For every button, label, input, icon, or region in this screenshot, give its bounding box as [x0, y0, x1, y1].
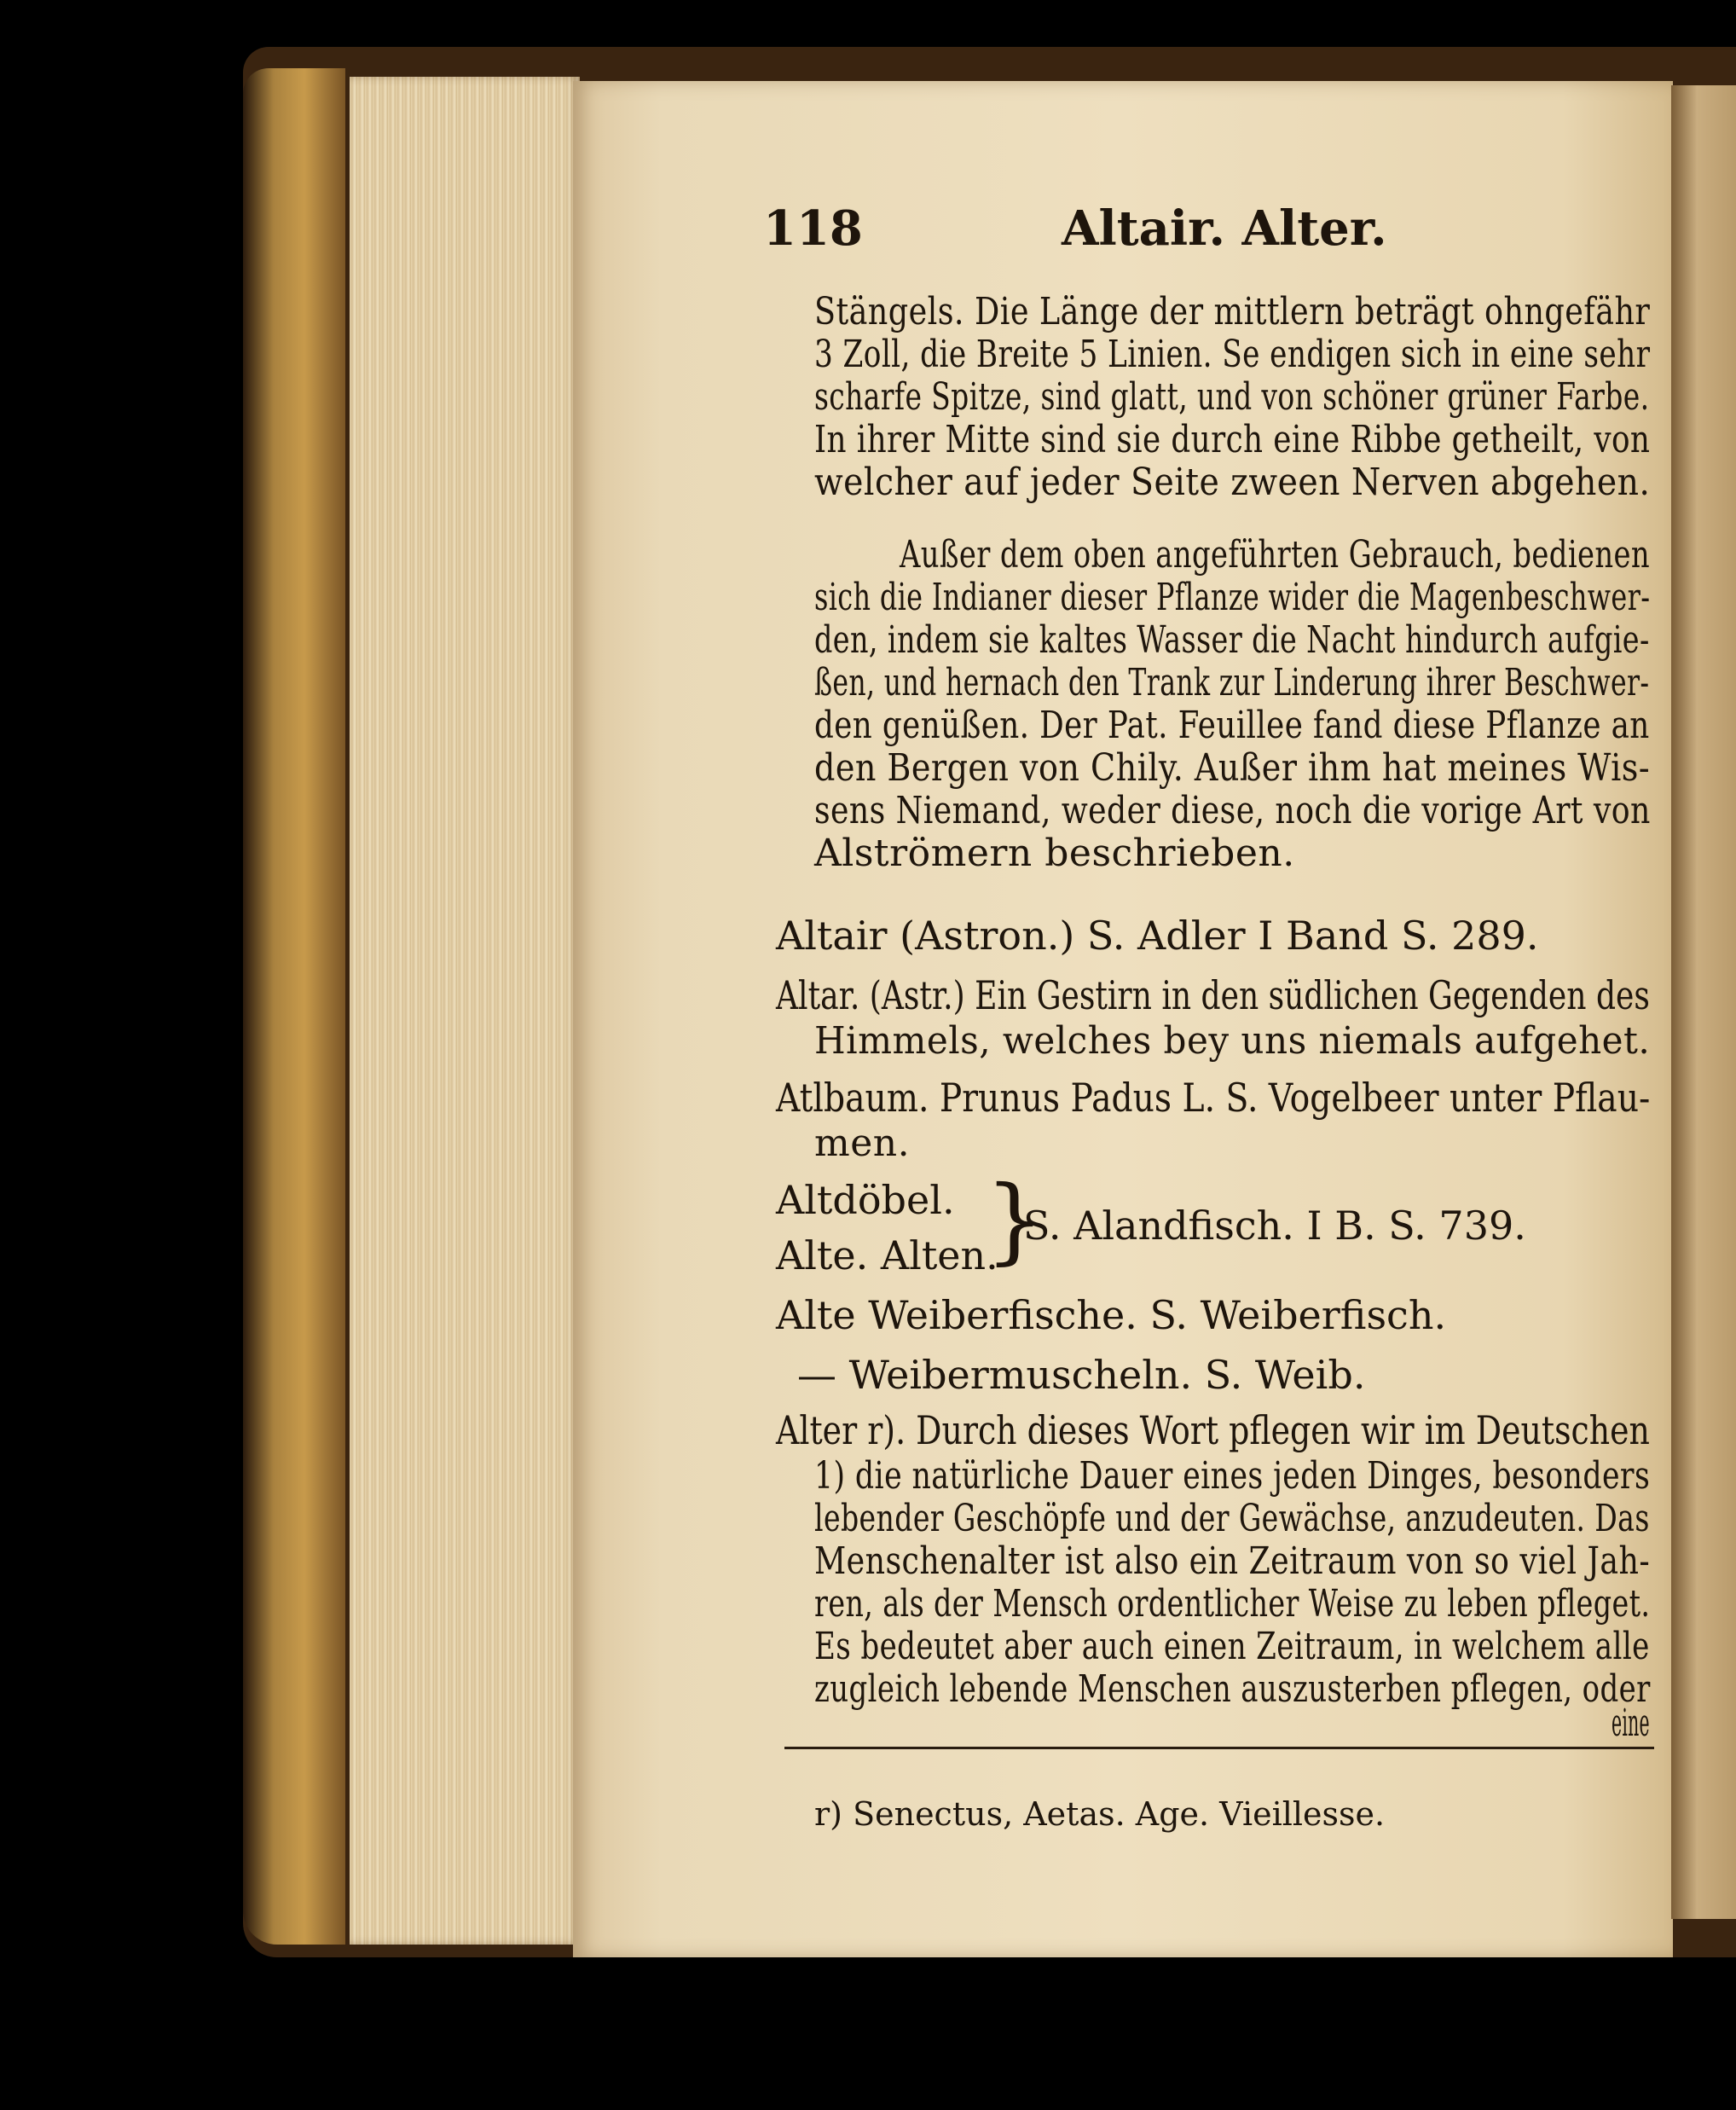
text-line: Es bedeutet aber auch einen Zeitraum, in welchem alle	[814, 1625, 1650, 1668]
text-line: Außer dem oben angeführten Gebrauch, bedienen	[900, 533, 1651, 577]
text-line: den Bergen von Chily. Außer ihm hat meines Wis-	[814, 746, 1651, 790]
entry-altbaum-cont: men.	[814, 1122, 911, 1165]
entry-altar: Altar. (Astr.) Ein Gestirn in den südlichen Gegenden des	[776, 972, 1650, 1018]
facing-page-edge	[1671, 85, 1736, 1919]
entry-brace-reference: S. Alandfisch. I B. S. 739.	[1023, 1203, 1526, 1249]
text-line: welcher auf jeder Seite zween Nerven abgehen.	[814, 461, 1651, 504]
entry-alte-weiberfische: Alte Weiberfische. S. Weiberfisch.	[776, 1292, 1447, 1338]
entry-weibermuscheln: — Weibermuscheln. S. Weib.	[797, 1352, 1366, 1398]
text-line: sich die Indianer dieser Pflanze wider die Magenbeschwer-	[814, 576, 1651, 619]
page-number: 118	[763, 200, 863, 257]
entry-altar-cont: Himmels, welches bey uns niemals aufgehet.	[814, 1019, 1651, 1063]
book-spine	[243, 68, 345, 1945]
running-title: Altair. Alter.	[1062, 200, 1387, 257]
text-line: 3 Zoll, die Breite 5 Linien. Se endigen sich in eine sehr	[814, 333, 1651, 376]
text-line: lebender Geschöpfe und der Gewächse, anzudeuten. Das	[814, 1497, 1650, 1540]
text-line: ren, als der Mensch ordentlicher Weise zu leben pfleget.	[814, 1582, 1651, 1626]
text-line: Stängels. Die Länge der mittlern beträgt ohngefähr	[814, 290, 1651, 333]
text-line: In ihrer Mitte sind sie durch eine Ribbe getheilt, von	[814, 418, 1651, 461]
catchword: eine	[1612, 1701, 1650, 1745]
entry-altdobel: Altdöbel.	[776, 1177, 955, 1223]
text-line: Alströmern beschrieben.	[814, 832, 1295, 875]
text-line: den, indem sie kaltes Wasser die Nacht hindurch aufgie-	[814, 618, 1650, 662]
text-line: zugleich lebende Menschen auszusterben pflegen, oder	[814, 1667, 1651, 1711]
text-line: ßen, und hernach den Trank zur Linderung ihrer Beschwer-	[814, 661, 1650, 704]
text-line: Menschenalter ist also ein Zeitraum von so viel Jah-	[814, 1539, 1651, 1583]
entry-altbaum: Atlbaum. Prunus Padus L. S. Vogelbeer unter Pflau-	[776, 1075, 1651, 1121]
footnote-rule	[784, 1747, 1654, 1749]
text-line: sens Niemand, weder diese, noch die vorige Art von	[814, 789, 1651, 832]
page-edges	[350, 77, 580, 1945]
text-line: den genüßen. Der Pat. Feuillee fand diese Pflanze an	[814, 704, 1650, 747]
text-line: 1) die natürliche Dauer eines jeden Dinges, besonders	[814, 1454, 1651, 1498]
entry-altair: Altair (Astron.) S. Adler I Band S. 289.	[776, 913, 1539, 959]
footnote: r) Senectus, Aetas. Age. Vieillesse.	[814, 1795, 1386, 1833]
entry-alter: Alter r). Durch dieses Wort pflegen wir im Deutschen	[776, 1407, 1650, 1453]
brace-symbol: }	[985, 1165, 1044, 1274]
entry-alte-alten: Alte. Alten.	[776, 1232, 998, 1278]
text-line: scharfe Spitze, sind glatt, und von schöner grüner Farbe.	[814, 375, 1650, 419]
